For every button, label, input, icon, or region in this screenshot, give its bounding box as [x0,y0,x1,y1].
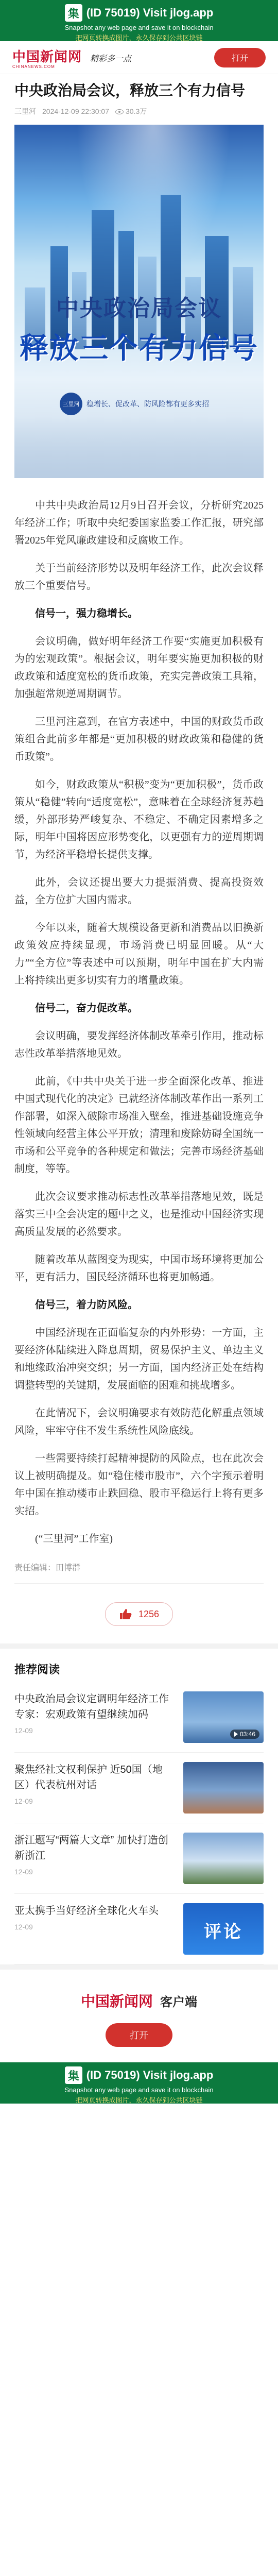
article-paragraph: (“三里河”工作室) [35,1533,113,1545]
recommend-item[interactable] [14,1894,264,1964]
article-title: 中央政治局会议，释放三个有力信号 [14,82,246,98]
article-paragraph: 会议明确，要发挥经济体制改革牵引作用，推动标志性改革举措落地见效。 [14,1030,264,1059]
article [0,80,278,1626]
editor-credit: 责任编辑：田博群 [14,1561,264,1584]
recommend-item[interactable] [14,1682,264,1753]
thumbs-up-icon [119,1608,132,1620]
section-divider [0,1643,278,1649]
recommend-headline[interactable]: 浙江题写“两篇大文章” 加快打造创新浙江 [14,1835,168,1861]
recommend-section [0,1649,278,1964]
play-icon [234,1732,238,1737]
site-header [0,41,278,74]
watermark-id-text[interactable]: (ID 75019) Visit jlog.app [86,6,214,19]
watermark-banner-bottom [0,2062,278,2104]
article-datetime: 2024-12-09 22:30:07 [42,107,109,115]
article-paragraph: 一些需要持续打起精神提防的风险点，也在此次会议上被明确提及。如“稳住楼市股市”，六个字预示着明年中国在推动楼市止跌回稳、股市平稳运行上将有更多实招。 [14,1453,264,1517]
hero-title-line1: 中央政治局会议 [56,296,222,321]
recommend-thumbnail[interactable] [183,1691,264,1743]
watermark-line1: Snapshot any web page and save it on blockchain [64,2086,214,2094]
recommend-title: 推荐阅读 [14,1663,60,1676]
footer-open-app-button[interactable]: 打开 [106,2023,172,2047]
watermark-banner-top [0,0,278,41]
article-source: 三里河 [14,107,36,115]
article-subhead: 信号三，着力防风险。 [35,1299,138,1311]
article-meta [14,106,264,116]
recommend-headline[interactable]: 聚焦经社文权利保护 近50国（地区）代表杭州对话 [14,1764,163,1791]
hero-ground-decoration [14,416,264,478]
recommend-date: 12-09 [14,1923,33,1931]
article-paragraph: 中国经济现在正面临复杂的内外形势：一方面，主要经济体陆续进入降息周期，贸易保护主义、单边主义和地缘政治冲突交织；另一方面，国内经济正处在结构调整转型的关键期，发展面临的困难和挑战增多。 [14,1327,264,1391]
views-count: 30.3万 [126,107,147,115]
recommend-date: 12-09 [14,1797,33,1805]
like-button[interactable] [105,1602,173,1626]
like-section [14,1602,264,1626]
article-subhead: 信号二，奋力促改革。 [35,1003,138,1014]
hero-poster-image[interactable] [14,125,264,478]
recommend-thumbnail[interactable] [183,1833,264,1884]
watermark-id-text[interactable]: (ID 75019) Visit jlog.app [86,2069,214,2081]
recommend-item-text [14,1762,169,1814]
brand-slogan: 精彩多一点 [90,53,132,63]
eye-icon [115,109,124,114]
video-duration: 03:46 [239,1731,255,1738]
recommend-thumbnail[interactable] [183,1762,264,1814]
article-paragraph: 如今，财政政策从“积极”变为“更加积极”，货币政策从“稳健”转向“适度宽松”，意味着在全球经济复苏趋缓，外部形势严峻复杂、不稳定、不确定因素增多之际，明年中国将因应形势变化，以更强有力的逆周期调节，为经济平稳增长提供支撑。 [14,779,264,860]
recommend-item-text [14,1833,169,1884]
article-paragraph: 关于当前经济形势以及明年经济工作，此次会议释放三个重要信号。 [14,563,264,591]
watermark-line2: 把网页转换成图片，永久保存到公共区块链 [75,34,203,41]
article-paragraph: 会议明确，做好明年经济工作要“实施更加积极有为的宏观政策”。根据会议，明年要实施更加积极的财政政策和适度宽松的货币政策，充实完善政策工具箱，加强超常规逆周期调节。 [14,636,264,700]
watermark-line1: Snapshot any web page and save it on blockchain [64,24,214,31]
like-count: 1256 [138,1608,160,1619]
article-paragraph: 在此情况下，会议明确要求有效防范化解重点领域风险，牢牢守住不发生系统性风险底线。 [14,1408,264,1436]
article-body [14,497,264,1548]
recommend-item-text [14,1903,169,1955]
hero-badge: 三里河 [60,393,82,415]
article-paragraph: 此前，《中共中央关于进一步全面深化改革、推进中国式现代化的决定》已就经济体制改革作出一系列工作部署，如深入破除市场准入壁垒，推进基础设施竞争性领域向经营主体公平开放；清理和废除妨碍全国统一市场和公平竞争的各种规定和做法；完善市场经济基础制度，等等。 [14,1076,264,1175]
article-paragraph: 三里河注意到，在官方表述中，中国的财政货币政策组合此前多年都是“更加积极的财政政策和稳健的货币政策”。 [14,716,264,762]
article-subhead: 信号一，强力稳增长。 [35,608,138,619]
recommend-item-text [14,1691,169,1743]
video-duration-badge [230,1730,259,1739]
open-app-button[interactable]: 打开 [214,48,266,67]
footer-client-label: 客户端 [160,1995,197,2009]
article-paragraph: 今年以来，随着大规模设备更新和消费品以旧换新政策效应持续显现，市场消费已明显回暖。从“大力”“全方位”等表述中可以预期，明年中国在扩大内需上将持续出更多切实有力的增量政策。 [14,922,264,986]
recommend-date: 12-09 [14,1726,33,1735]
hero-caption: 稳增长、促改革、防风险都有更多实招 [86,400,209,408]
article-paragraph: 随着改革从蓝图变为现实，中国市场环境将更加公平，更有活力，国民经济循环也将更加畅通。 [14,1254,264,1283]
recommend-item[interactable] [14,1753,264,1823]
jlog-logo-icon: 集 [65,2066,82,2084]
recommend-date: 12-09 [14,1868,33,1876]
jlog-logo-icon: 集 [65,4,82,22]
footer-app-promo [0,1970,278,2062]
article-paragraph: 此外，会议还提出要大力提振消费、提高投资效益，全方位扩大国内需求。 [14,877,264,906]
recommend-thumbnail[interactable] [183,1903,264,1955]
recommend-headline[interactable]: 中央政治局会议定调明年经济工作 专家：宏观政策有望继续加码 [14,1693,169,1720]
watermark-line2: 把网页转换成图片，永久保存到公共区块链 [75,2096,203,2104]
article-paragraph: 中共中央政治局12月9日召开会议，分析研究2025年经济工作；听取中央纪委国家监委工作汇报，研究部署2025年党风廉政建设和反腐败工作。 [14,500,264,546]
brand-name: 中国新闻网 [12,49,82,65]
recommend-headline[interactable]: 亚太携手当好经济全球化火车头 [14,1905,159,1917]
brand-domain: CHINANEWS.COM [12,64,55,69]
article-paragraph: 此次会议要求推动标志性改革举措落地见效，既是落实三中全会决定的题中之义，也是推动中国经济实现高质量发展的必然要求。 [14,1191,264,1238]
recommend-list [14,1682,264,1964]
footer-brand-name: 中国新闻网 [80,1993,153,2010]
recommend-item[interactable] [14,1823,264,1894]
hero-title-line2: 释放三个有力信号 [20,332,258,364]
brand-logo[interactable] [12,46,131,69]
article-views [115,106,147,116]
section-divider [0,1964,278,1970]
thumbnail-label: 评论 [204,1922,243,1942]
